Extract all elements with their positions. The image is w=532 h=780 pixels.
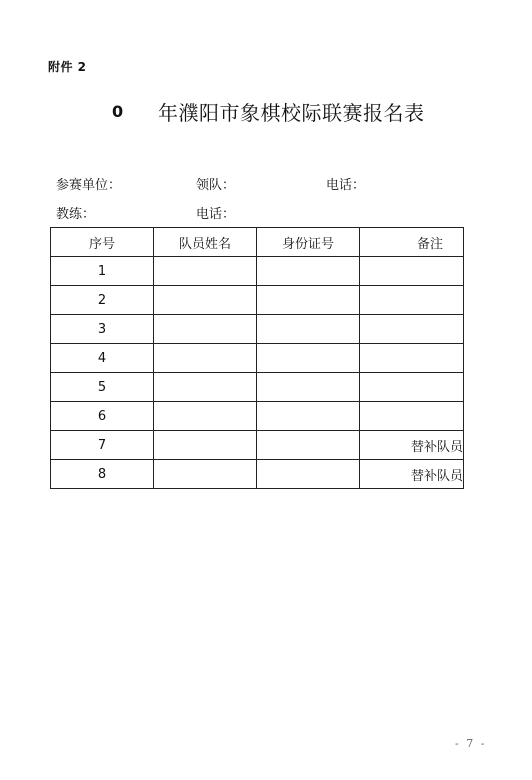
row-index-cell: 6 <box>51 402 154 431</box>
row-remark-cell[interactable] <box>360 402 464 431</box>
row-name-cell[interactable] <box>154 402 257 431</box>
table-row <box>51 257 464 286</box>
coach-phone-label: 电话： <box>196 207 236 222</box>
row-index-cell: 8 <box>51 460 154 489</box>
row-id-number-cell[interactable] <box>257 257 360 286</box>
header-id-number: 身份证号 <box>257 228 360 257</box>
row-index-cell: 5 <box>51 373 154 402</box>
row-remark-cell[interactable] <box>360 286 464 315</box>
row-index-cell: 3 <box>51 315 154 344</box>
header-remark: 备注 <box>360 228 464 257</box>
row-id-number-cell[interactable] <box>257 402 360 431</box>
table-row <box>51 286 464 315</box>
row-id-number-cell[interactable] <box>257 460 360 489</box>
title-year: 0 <box>112 101 124 121</box>
row-index-cell: 1 <box>51 257 154 286</box>
row-remark-cell[interactable] <box>360 344 464 373</box>
row-name-cell[interactable] <box>154 344 257 373</box>
row-remark-cell[interactable] <box>360 315 464 344</box>
header-index: 序号 <box>51 228 154 257</box>
coach-label: 教练： <box>56 207 96 222</box>
leader-phone-label: 电话： <box>326 178 366 193</box>
title-text: 年濮阳市象棋校际联赛报名表 <box>158 100 425 125</box>
row-name-cell[interactable] <box>154 257 257 286</box>
table-row <box>51 373 464 402</box>
row-remark-cell[interactable] <box>360 257 464 286</box>
participating-unit-label: 参赛单位： <box>56 178 122 193</box>
row-name-cell[interactable] <box>154 315 257 344</box>
header-player-name: 队员姓名 <box>154 228 257 257</box>
table-row <box>51 460 464 489</box>
table-row <box>51 402 464 431</box>
row-id-number-cell[interactable] <box>257 373 360 402</box>
row-id-number-cell[interactable] <box>257 431 360 460</box>
row-remark-cell[interactable] <box>360 373 464 402</box>
row-id-number-cell[interactable] <box>257 344 360 373</box>
attachment-label: 附件 2 <box>48 60 87 74</box>
row-name-cell[interactable] <box>154 286 257 315</box>
row-name-cell[interactable] <box>154 373 257 402</box>
table-row <box>51 431 464 460</box>
row-index-cell: 4 <box>51 344 154 373</box>
registration-table <box>50 227 464 489</box>
row-name-cell[interactable] <box>154 431 257 460</box>
row-index-cell: 2 <box>51 286 154 315</box>
table-body <box>51 257 464 489</box>
table-header-row <box>51 228 464 257</box>
table-row <box>51 315 464 344</box>
row-remark-cell[interactable]: 替补队员 <box>360 460 464 489</box>
table-row <box>51 344 464 373</box>
form-title <box>112 96 425 126</box>
row-remark-cell[interactable]: 替补队员 <box>360 431 464 460</box>
team-leader-label: 领队： <box>196 178 236 193</box>
row-name-cell[interactable] <box>154 460 257 489</box>
page-number: - 7 - <box>455 737 487 750</box>
row-index-cell: 7 <box>51 431 154 460</box>
row-id-number-cell[interactable] <box>257 315 360 344</box>
row-id-number-cell[interactable] <box>257 286 360 315</box>
